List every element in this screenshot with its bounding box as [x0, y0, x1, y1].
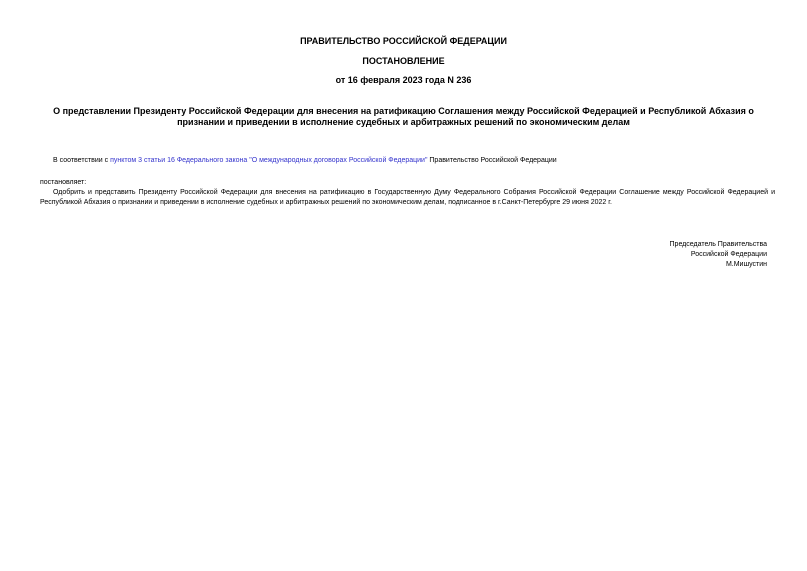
- law-link[interactable]: "О международных договорах Российской Федерации": [249, 157, 428, 164]
- decides-label: постановляет:: [40, 179, 87, 186]
- document-subject: О представлении Президенту Российской Федерации для внесения на ратификацию Соглашения между Российской Федерацией и Республикой Абхазия о признании и приведении в исполнение судебных и арбитражных решений по экономическим делам: [53, 106, 754, 127]
- document-date-number: от 16 февраля 2023 года N 236: [335, 75, 472, 85]
- document-type: ПОСТАНОВЛЕНИЕ: [362, 56, 445, 66]
- signature-organization: Российской Федерации: [690, 251, 767, 258]
- preamble-paragraph: [53, 156, 773, 166]
- article-link[interactable]: пунктом 3 статьи 16 Федерального закона: [110, 157, 250, 164]
- signature-position: Председатель Правительства: [669, 241, 767, 248]
- signature-name: М.Мишустин: [725, 261, 767, 268]
- preamble-suffix: Правительство Российской Федерации: [427, 157, 557, 164]
- preamble-prefix: В соответствии с: [53, 157, 111, 164]
- government-title: ПРАВИТЕЛЬСТВО РОССИЙСКОЙ ФЕДЕРАЦИИ: [300, 36, 507, 46]
- resolution-clause: Одобрить и представить Президенту Российской Федерации для внесения на ратификацию в Государственную Думу Федерального Собрания Российской Федерации Соглашение между Российской Федерацией и Республикой Абхазия о признании и приведении в исполнение судебных и арбитражных решений по экономическим делам, подписанное в г.Санкт-Петербурге 29 июня 2022 г.: [40, 189, 775, 206]
